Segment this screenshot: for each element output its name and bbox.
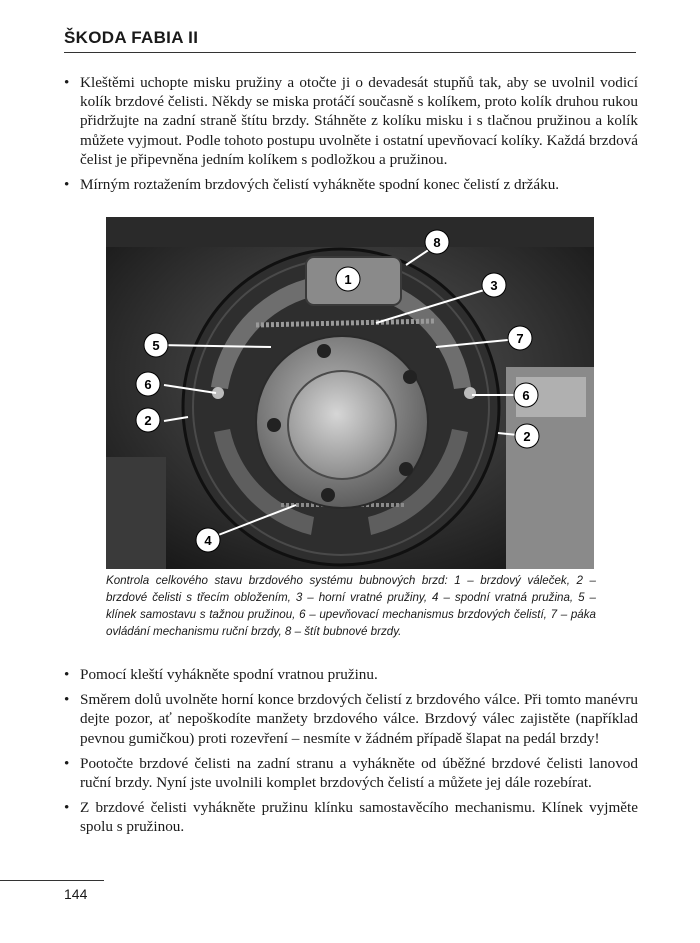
- callout-6-right: [514, 383, 538, 407]
- svg-text:4: 4: [204, 533, 212, 548]
- callout-1: [336, 267, 360, 291]
- list-item: • Kleštěmi uchopte misku pružiny a otočte ji o devadesát stupňů tak, aby se uvolnil vodicí kolík brzdové čelisti. Někdy se miska protáčí současně s kolíkem, proto kolík druhou rukou přidržujte na zadní straně štítu brzdy. Stáhněte z kolíku misku i s tlačnou pružinou a kolík můžete vyjmout. Podle tohoto postupu uvolněte i ostatní upevňovací kolíky. Každá brzdová čelist je připevněna jedním kolíkem s podložkou a pružinou.: [64, 73, 638, 169]
- figure-caption: Kontrola celkového stavu brzdového systému bubnových brzd: 1 – brzdový váleček, 2 – brzdové čelisti s třecím obložením, 3 – horní vratné pružiny, 4 – spodní vratná pružina, 5 – klínek samostavu s tažnou pružinou, 6 – upevňovací mechanismus brzdových čelistí, 7 – páka ovládání mechanismu ruční brzdy, 8 – štít bubnové brzdy.: [106, 574, 596, 638]
- list-item: • Pootočte brzdové čelisti na zadní stranu a vyhákněte od úběžné brzdové čelisti lanovod ruční brzdy. Nyní jste uvolnili komplet brzdových čelistí a můžete jej dále rozebírat.: [64, 754, 638, 792]
- page-header-title: ŠKODA FABIA II: [64, 28, 636, 53]
- svg-text:6: 6: [522, 388, 530, 403]
- list-item: • Z brzdové čelisti vyhákněte pružinu klínku samostavěcího mechanismu. Klínek vyjměte spolu s pružinou.: [64, 798, 638, 836]
- svg-text:3: 3: [490, 278, 498, 293]
- list-item: • Směrem dolů uvolněte horní konce brzdových čelistí z brzdového válce. Při tomto manévru dejte pozor, ať nepoškodíte manžety brzdového válce. Brzdový válec zajistěte (například pevnou gumičkou) proti rozevření – nesmíte v žádném případě šlapat na pedál brzdy!: [64, 690, 638, 748]
- svg-text:5: 5: [152, 338, 160, 353]
- instruction-list-top: [64, 73, 638, 200]
- svg-text:8: 8: [433, 235, 441, 250]
- callout-8: [425, 230, 449, 254]
- callout-7: [508, 326, 532, 350]
- callout-5: [144, 333, 168, 357]
- svg-text:2: 2: [144, 413, 152, 428]
- callout-6-left: [136, 372, 160, 396]
- callout-3: [482, 273, 506, 297]
- svg-text:1: 1: [344, 272, 352, 287]
- list-item: • Pomocí kleští vyhákněte spodní vratnou pružinu.: [64, 665, 638, 684]
- callout-4: [196, 528, 220, 552]
- list-item: • Mírným roztažením brzdových čelistí vyhákněte spodní konec čelistí z držáku.: [64, 175, 638, 194]
- svg-text:7: 7: [516, 331, 524, 346]
- drum-brake-illustration: [106, 217, 594, 569]
- svg-text:2: 2: [523, 429, 531, 444]
- page-number: 144: [64, 886, 88, 902]
- drum-brake-photo: [106, 217, 594, 569]
- callout-2-left: [136, 408, 160, 432]
- callout-2-right: [515, 424, 539, 448]
- svg-text:6: 6: [144, 377, 152, 392]
- footer-divider: [0, 880, 104, 881]
- instruction-list-bottom: [64, 665, 638, 843]
